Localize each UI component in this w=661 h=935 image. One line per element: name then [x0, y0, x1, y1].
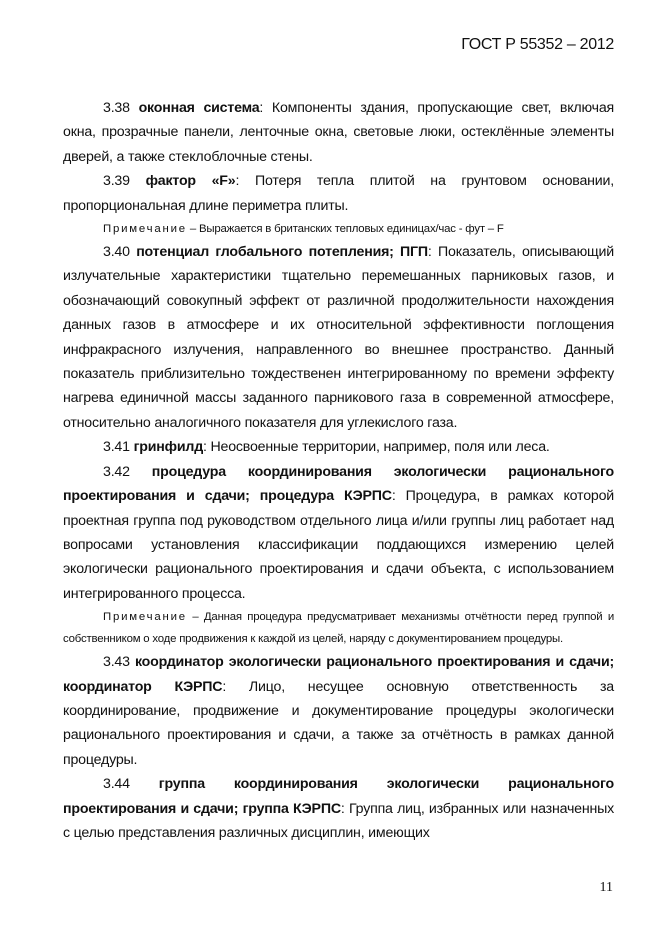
- entry-text: Неосвоенные территории, например, поля или леса.: [206, 439, 550, 456]
- document-body: [63, 96, 614, 845]
- entry-number: 3.44: [103, 776, 130, 793]
- entry-term: фактор «F»: [145, 173, 236, 190]
- entry-term: группа координирования экологически рационального проектирования и сдачи; группа КЭРПС: [63, 776, 614, 817]
- definition-3-38: [63, 96, 614, 169]
- definition-3-44: [63, 772, 614, 845]
- entry-term: процедура координирования экологически рационального проектирования и сдачи; процедура КЭРПС: [63, 463, 614, 505]
- note-text: – Данная процедура предусматривает механизмы отчётности перед группой и собственником о ходе продвижения к каждой из целей, наряду с документированием процедуры.: [63, 611, 614, 646]
- entry-number: 3.42: [103, 463, 130, 480]
- entry-text: Потеря тепла плитой на грунтовом основании, пропорциональная длине периметра плиты.: [63, 173, 614, 214]
- entry-text: Процедура, в рамках которой проектная группа под руководством отдельного лица и/или группы лиц работает над вопросами установления классификации поддающихся измерению целей экологически рационального проектирования и сдачи объекта, с использованием интегрированного процесса.: [63, 488, 614, 602]
- note-3-39: [63, 218, 614, 240]
- definition-3-40: [63, 240, 614, 435]
- separator: :: [235, 173, 240, 190]
- entry-term: потенциал глобального потепления; ПГП: [136, 244, 428, 261]
- note-text: – Выражается в британских тепловых единицах/час - фут – F: [186, 223, 504, 236]
- entry-number: 3.43: [103, 654, 130, 671]
- entry-number: 3.39: [103, 173, 130, 190]
- entry-term: координатор экологически рационального проектирования и сдачи; координатор КЭРПС: [63, 654, 614, 695]
- entry-text: Показатель, описывающий излучательные характеристики тщательно перемешанных парниковых газов, и обозначающий совокупный эффект от различной продолжительности нахождения данных газов в атмосфере и их относительной эффективности поглощения инфракрасного излучения, направленного во внешнее пространство. Данный показатель приблизительно тождественен интегрированному по времени эффекту нагрева единичной массы заданного парникового газа в современной атмосфере, относительно аналогичного показателя для углекислого газа.: [63, 244, 614, 431]
- entry-text: Компоненты здания, пропускающие свет, включая окна, прозрачные панели, ленточные окна, световые люки, остеклённые элементы дверей, а также стеклоблочные стены.: [63, 100, 615, 165]
- entry-term: оконная система: [138, 100, 260, 116]
- separator: :: [391, 488, 396, 505]
- entry-text: Лицо, несущее основную ответственность за координирование, продвижение и документирование процедуры экологически рационального проектирования и сдачи, а также за отчётность в рамках данной процедуры.: [63, 678, 614, 768]
- page-number: 11: [599, 880, 613, 895]
- entry-number: 3.40: [103, 244, 130, 261]
- separator: :: [427, 244, 432, 261]
- separator: :: [340, 800, 345, 817]
- separator: :: [203, 439, 207, 456]
- definition-3-39: [63, 169, 614, 218]
- document-header: ГОСТ Р 55352 – 2012: [461, 36, 614, 53]
- note-3-42: [63, 606, 614, 650]
- separator: :: [222, 678, 227, 695]
- entry-number: 3.41: [103, 439, 130, 456]
- note-label: Примечание: [103, 223, 187, 236]
- entry-term: гринфилд: [133, 439, 203, 456]
- definition-3-43: [63, 650, 614, 772]
- entry-number: 3.38: [103, 100, 130, 116]
- note-label: Примечание: [103, 611, 187, 624]
- definition-3-42: [63, 460, 614, 606]
- separator: :: [259, 100, 264, 116]
- definition-3-41: [63, 435, 614, 459]
- entry-text: Группа лиц, избранных или назначенных с целью представления различных дисциплин, имеющих: [63, 800, 615, 841]
